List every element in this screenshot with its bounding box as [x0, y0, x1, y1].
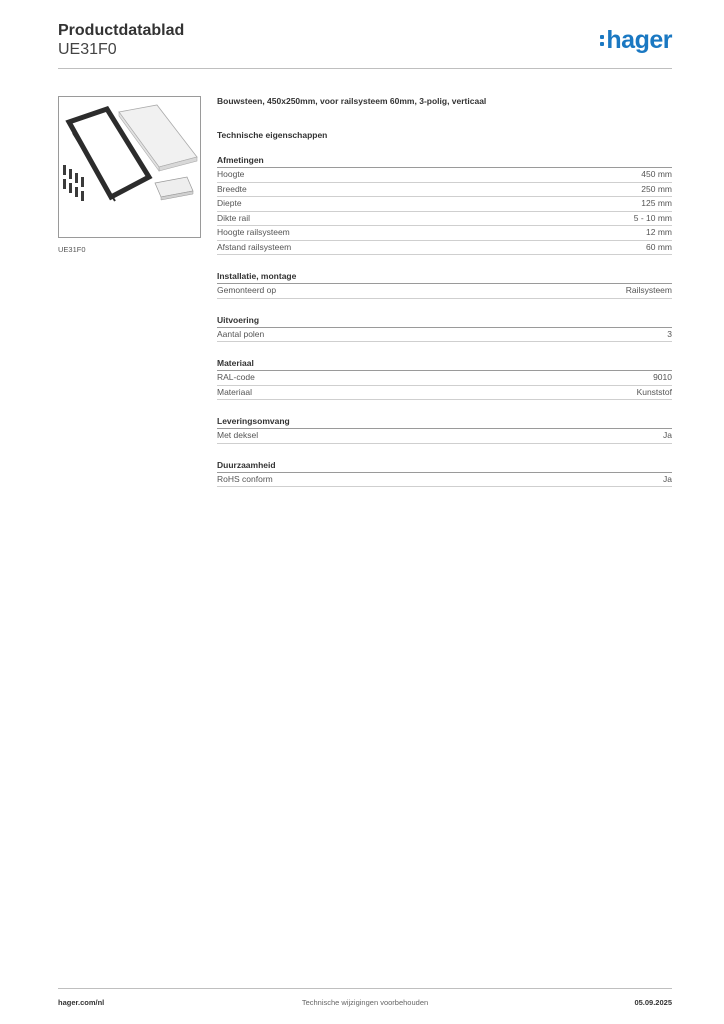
property-label: Breedte	[217, 183, 247, 194]
product-description: Bouwsteen, 450x250mm, voor railsysteem 60mm, 3-polig, verticaal	[217, 96, 487, 106]
product-photo-icon	[59, 97, 200, 237]
section-title: Afmetingen	[217, 155, 672, 168]
product-code: UE31F0	[58, 41, 117, 58]
property-value: 5 - 10 mm	[633, 212, 672, 223]
property-row	[217, 473, 672, 488]
section-materiaal	[217, 358, 672, 400]
product-image	[58, 96, 201, 238]
hager-logo	[600, 28, 672, 52]
property-label: Met deksel	[217, 430, 259, 440]
property-row	[217, 212, 672, 227]
property-label: Hoogte railsysteem	[217, 227, 290, 237]
property-value: 250 mm	[641, 183, 672, 194]
property-row	[217, 168, 672, 183]
section-duurzaamheid	[217, 460, 672, 488]
property-row	[217, 371, 672, 386]
footer-website-link[interactable]: hager.com/nl	[58, 998, 105, 1007]
section-installatie	[217, 271, 672, 299]
footer-date: 05.09.2025	[634, 998, 672, 1007]
property-row	[217, 226, 672, 241]
product-details	[217, 96, 672, 487]
property-value: 60 mm	[646, 241, 672, 252]
property-label: RAL-code	[217, 372, 255, 382]
property-label: Afstand railsysteem	[217, 241, 292, 252]
section-title: Materiaal	[217, 358, 672, 371]
property-value: Ja	[663, 473, 672, 484]
property-row	[217, 429, 672, 444]
property-value: 450 mm	[641, 169, 672, 179]
logo-dots-icon	[600, 35, 604, 49]
property-label: Gemonteerd op	[217, 285, 277, 295]
technical-properties-heading: Technische eigenschappen	[217, 130, 328, 140]
property-value: Kunststof	[636, 386, 672, 397]
section-uitvoering	[217, 315, 672, 343]
property-value: 3	[667, 328, 672, 339]
footer-disclaimer: Technische wijzigingen voorbehouden	[301, 998, 429, 1007]
property-label: Dikte rail	[217, 212, 251, 223]
property-row	[217, 284, 672, 299]
document-title: Productdatablad	[58, 22, 185, 39]
section-title: Installatie, montage	[217, 271, 672, 284]
property-value: Railsysteem	[625, 285, 672, 295]
property-row	[217, 241, 672, 256]
property-row	[217, 328, 672, 343]
property-label: Hoogte	[217, 169, 245, 179]
section-afmetingen	[217, 155, 672, 255]
property-row	[217, 183, 672, 198]
property-value: 125 mm	[641, 198, 672, 208]
page-footer	[58, 988, 672, 1008]
section-title: Leveringsomvang	[217, 416, 672, 429]
property-value: 9010	[653, 372, 672, 382]
property-value: 12 mm	[646, 227, 672, 237]
property-row	[217, 197, 672, 212]
property-label: Diepte	[217, 198, 242, 208]
section-leveringsomvang	[217, 416, 672, 444]
section-title: Duurzaamheid	[217, 460, 672, 473]
property-label: Materiaal	[217, 386, 252, 397]
logo-text: hager	[606, 26, 672, 54]
property-label: RoHS conform	[217, 473, 273, 484]
image-caption: UE31F0	[58, 245, 86, 254]
property-label: Aantal polen	[217, 328, 265, 339]
section-title: Uitvoering	[217, 315, 672, 328]
property-row	[217, 386, 672, 401]
page-header	[58, 22, 672, 69]
property-value: Ja	[663, 430, 672, 440]
